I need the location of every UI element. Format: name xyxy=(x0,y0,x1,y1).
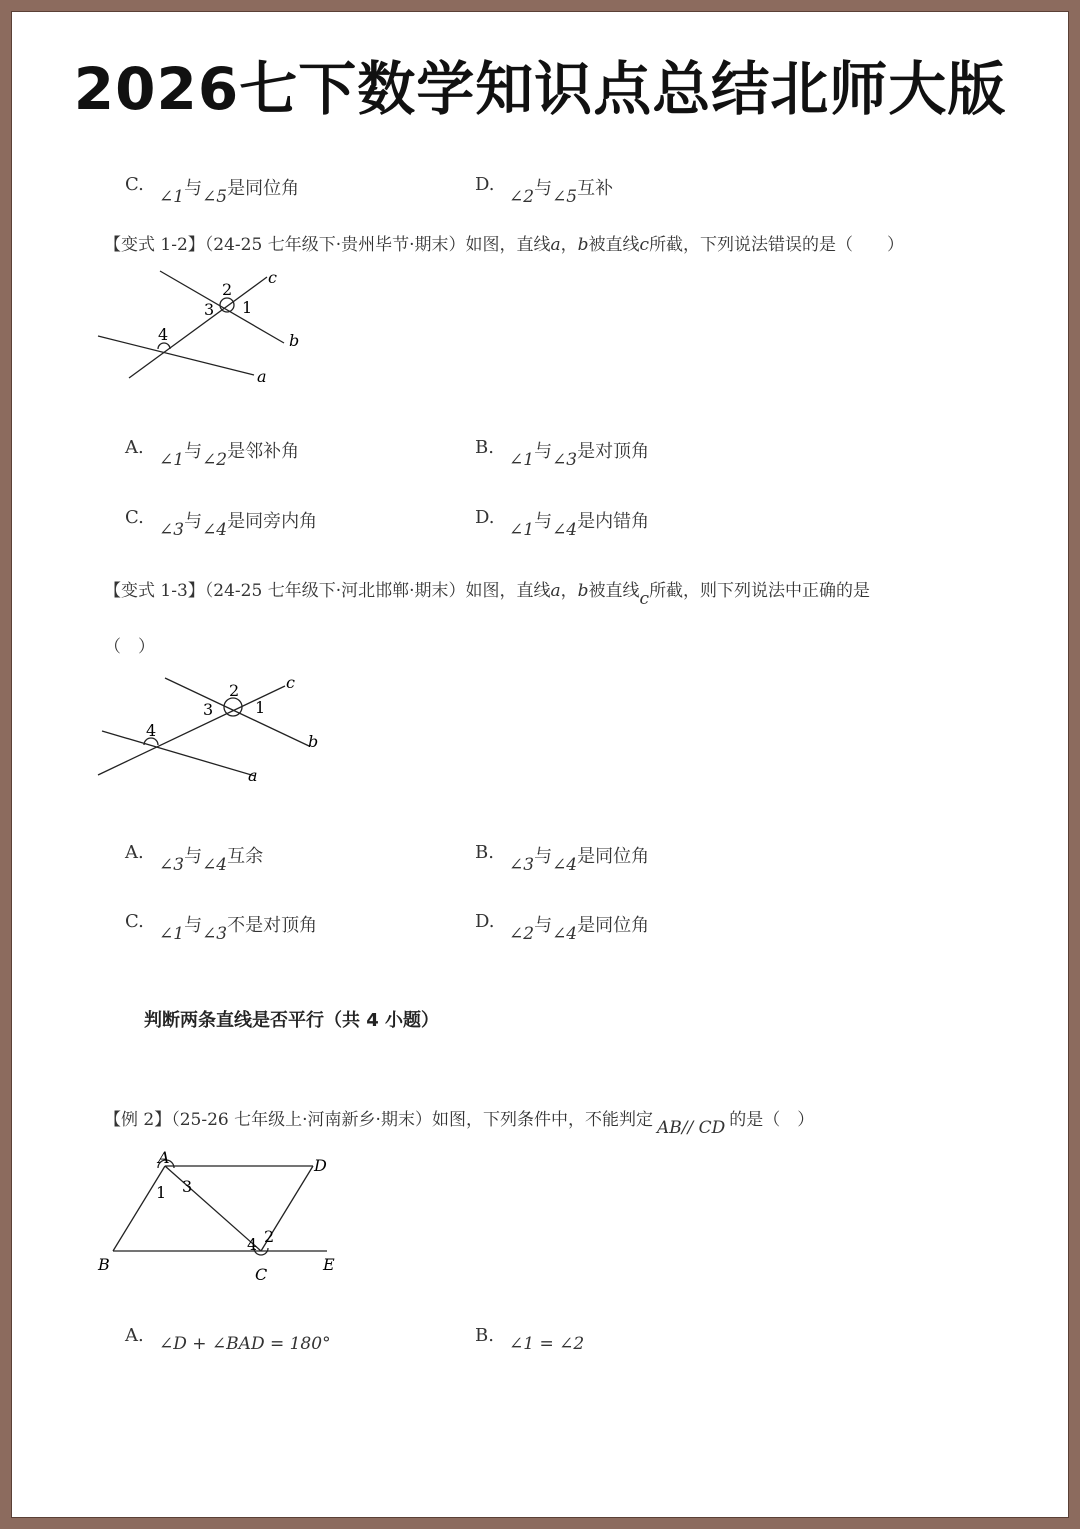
label-line-b: b xyxy=(289,331,300,350)
label-angle-3: 3 xyxy=(204,300,215,319)
label-line-a: a xyxy=(248,766,258,785)
label-angle-3: 3 xyxy=(182,1177,193,1196)
page-title: 2026七下数学知识点总结北师大版 xyxy=(73,55,1007,123)
question-stem: 【变式 1-2】（24-25 七年级下·贵州毕节·期末）如图，直线a，b被直线c所截，下列说法错误的是（ ） xyxy=(104,235,905,255)
figure-parallelogram xyxy=(92,1150,352,1290)
label-angle-4: 4 xyxy=(247,1235,258,1254)
answer-paren: （ ） xyxy=(104,637,155,657)
question-stem: 【变式 1-3】（24-25 七年级下·河北邯郸·期末）如图，直线a，b被直线c所截，则下列说法中正确的是 xyxy=(104,581,871,609)
label-angle-2: 2 xyxy=(264,1227,275,1246)
label-angle-1: 1 xyxy=(156,1183,167,1202)
option-c: C.∠1与∠3不是对顶角 xyxy=(125,911,318,944)
label-angle-4: 4 xyxy=(146,721,157,740)
label-angle-2: 2 xyxy=(222,280,233,299)
option-b: B.∠3与∠4是同位角 xyxy=(475,842,650,875)
option-d: D.∠2与∠4是同位角 xyxy=(475,911,650,944)
label-angle-2: 2 xyxy=(229,681,240,700)
option-c: C.∠3与∠4是同旁内角 xyxy=(125,507,318,540)
label-point-e: E xyxy=(323,1255,335,1274)
page-frame xyxy=(12,12,1068,1517)
figure-intersecting-lines xyxy=(92,257,312,387)
label-angle-3: 3 xyxy=(203,700,214,719)
option-d: D.∠2与∠5互补 xyxy=(475,174,614,207)
label-line-c: c xyxy=(286,673,295,692)
option-d: D.∠1与∠4是内错角 xyxy=(475,507,650,540)
label-point-d: D xyxy=(314,1156,327,1175)
label-angle-1: 1 xyxy=(255,698,266,717)
figure-intersecting-lines xyxy=(92,660,332,790)
option-a: A.∠1与∠2是邻补角 xyxy=(125,437,300,470)
label-point-a: A xyxy=(158,1150,170,1167)
question-stem: 【例 2】（25-26 七年级上·河南新乡·期末）如图，下列条件中，不能判定 AB// CD 的是（ ） xyxy=(104,1110,815,1138)
label-angle-4: 4 xyxy=(158,325,169,344)
label-line-c: c xyxy=(268,268,277,287)
option-b: B. ∠1 = ∠2 xyxy=(475,1325,585,1354)
section-heading: 判断两条直线是否平行（共 4 小题） xyxy=(144,1010,440,1031)
label-point-b: B xyxy=(98,1255,110,1274)
option-a: A.∠3与∠4互余 xyxy=(125,842,264,875)
option-c: C.∠1与∠5是同位角 xyxy=(125,174,300,207)
label-line-b: b xyxy=(308,732,319,751)
option-a: A. ∠D + ∠BAD = 180° xyxy=(125,1325,331,1354)
label-angle-1: 1 xyxy=(242,298,253,317)
option-b: B.∠1与∠3是对顶角 xyxy=(475,437,650,470)
label-line-a: a xyxy=(257,367,267,386)
label-point-c: C xyxy=(255,1265,268,1284)
